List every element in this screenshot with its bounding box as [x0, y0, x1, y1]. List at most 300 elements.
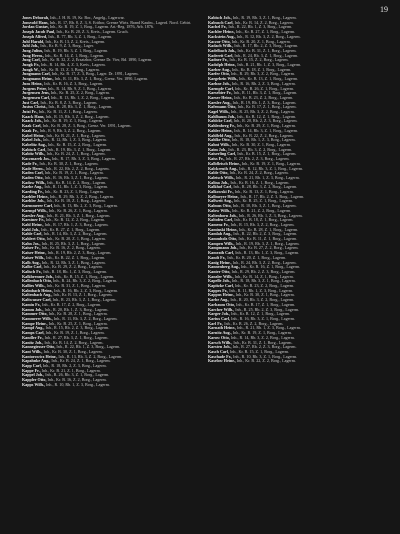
entry-name: Jurgensen Carl,	[22, 94, 50, 100]
entry-name: Kallenbach Otto,	[22, 278, 53, 284]
entry-details: Inh., Kr. B. 13, Z. 1, Borg., Lagerm.	[234, 189, 294, 195]
entry-details: Inh., R. 29, Rb. 3, Z. 2, Borg., Lagerm.	[231, 71, 295, 77]
entry-details: Inh., R. 28, Rb. 3, Z. 2, Borg., Lagerm.	[233, 184, 298, 190]
entry-name: Joseph Alfred,	[22, 33, 48, 39]
entry-details: Inh., R. 16, Rb. 2, Z. 3, Borg., Lagerm.	[54, 287, 119, 293]
entry-details: Inh., R. 21, Rb. 3, Z. 1, Borg., Lagerm.	[46, 212, 111, 218]
entry-details: Inh., R. 12, Rb. 3, Z. 2, Borg., Lagerm.	[236, 33, 301, 39]
entry-details: Inh., R. 11, Rb. 1, Z. 3, Borg., Lagerm.	[229, 287, 294, 293]
entry-details: Inh., Kr. B. 15, Z. 2, Borg., Lagerm.	[47, 141, 108, 147]
entry-details: Inh., R. 16, Rb. 2, Z. 3, Borg., Lagerm.	[231, 80, 296, 86]
entry-details: Inh., Kr. B. 21, Z. 1, Borg., Lagerm.	[41, 367, 101, 373]
entry-name: Jung Herm.,	[22, 52, 44, 58]
entry-name: Kalbfleisch Heinr.,	[208, 160, 241, 166]
entry-details: Inh., R. 13, Rb. 3, Z. 2, Borg., Lagerm.	[58, 353, 123, 359]
entry-name: Kammer Otto,	[22, 311, 48, 317]
entry-details: Inh., R. 19, Rb. 3, Z. 1, Borg., Lagerm.	[235, 240, 300, 246]
entry-name: Kapahnke Aug.,	[22, 358, 51, 364]
entry-name: Kaebe Aug.,	[22, 184, 44, 190]
entry-name: Kaack Hans,	[22, 113, 45, 119]
entry-name: Kagel Wilh.,	[208, 109, 230, 115]
entry-details: Inh., R. 27, Rb. 2, Z. 3, Borg., Lagerm.	[232, 344, 297, 350]
entry-name: Kalkbrenner Joh.,	[22, 273, 55, 279]
entry-details: Inh., Kr. B. 22, Z. 2, Borg., Lagerm.	[236, 358, 296, 364]
entry-details: Inh., R. 25, Rb. 2, Z. 3, Borg., Lagerm.	[235, 306, 300, 312]
entry-name: Kadolph Heinr.,	[208, 62, 237, 68]
entry-name: Kappes Fr.,	[208, 287, 229, 293]
entry-details: Inh., Kr. B. 17, Z. 2, Borg., Lagerm.	[42, 301, 102, 307]
entry-name: Karbaum Otto,	[208, 301, 236, 307]
entry-name: Kalkhof Carl,	[208, 184, 233, 190]
entry-details: Inh., R. 14, Rb. 3, Z. 2, Borg., Lagerm.	[231, 334, 295, 340]
entry-name: Kabelitz Aug.,	[22, 141, 47, 147]
entry-details: Inh., Kr. B. 21, Z. 1, Borg., Lagerm.	[46, 132, 106, 138]
entry-details: Inh., R. 18, Rb. 3, Z. 1, Borg., Lagerm.	[231, 278, 296, 284]
entry-name: Kaemmerer Carl,	[22, 203, 53, 209]
directory-entry	[22, 383, 198, 388]
entry-details: Inh., Kr. B. 26, Z. 1, Borg., Lagerm.	[48, 207, 108, 213]
entry-details: Inh., R. 20, Rb. 1, Z. 3, Borg., Lagerm.	[44, 306, 109, 312]
entry-name: Kade Herm.,	[22, 165, 45, 171]
entry-details: Inh., Kr. B. 16, Z. 2, Borg., Lagerm.	[47, 377, 107, 383]
entry-details: Inh., R. 14, Rb. 4, Z. 3, Kreis., Lagerm.	[40, 62, 106, 68]
entry-name: Kackstein Aug.,	[208, 33, 236, 39]
entry-details: Inh., Kr. B. 20, Z. 1, Borg., Lagerm.	[46, 236, 106, 242]
entry-details: Inh., Kr. B. 13, Z. 2, Kreis., Lagerm.	[45, 38, 106, 44]
entry-name: Kappe Fr.,	[22, 367, 41, 373]
entry-name: Kanig Heinr.,	[208, 259, 232, 265]
entry-name: Karnath Heinr.,	[208, 325, 236, 331]
entry-details: Inh., R. 19, Rb. 3, Z. 1, Borg., Lagerm.	[232, 15, 297, 20]
entry-details: Inh., R. 12, Rb. 3, Z. 1, Borg., Lagerm.	[239, 165, 304, 171]
entry-name: Kabel Joh.,	[22, 137, 42, 143]
entry-details: Inh., R. 20, Rb. 2, Z. 3, Borg., Lagerm.	[233, 118, 298, 124]
entry-details: Inh., R. 17, Rb. 3, Z. 3, Borg., Lagerm.	[51, 156, 116, 162]
entry-details: Inh., R. 17, Rb. 2, Z. 3, Borg., Lagerm.	[234, 43, 299, 49]
entry-name: Kalow Wilh.,	[208, 207, 231, 213]
entry-name: Kalmbach Heinr.,	[22, 287, 54, 293]
entry-details: Inh., R. 21, Rb. 1, Z. 3, Borg., Lagerm.	[237, 62, 302, 68]
entry-details: Inh., Kr. B. 12, Z. 1, Borg., Lagerm.	[237, 113, 297, 119]
entry-name: Jonsvold Hans,	[22, 19, 49, 25]
entry-details: Inh., Kr. B. 19, Z. 1, Borg., Lagerm.	[45, 330, 105, 336]
entry-details: Inh., R. 21, Rb. 1, Z. 3, Borg., Lagerm.	[235, 174, 300, 180]
entry-details: Inh., Kr. B. 18, Z. 1, Borg., Lagerm.	[232, 66, 292, 72]
entry-details: Inh., Kr. B. 29, Z. 1, Borg., Lagerm.	[236, 123, 296, 129]
entry-details: Inh., R. 19, Rb. 2, Z. 3, Borg., Lagerm.	[47, 250, 112, 256]
entry-name: Jutzi Fr.,	[22, 109, 38, 115]
entry-details: Inh., Kr. B. 30, Z. 1, Borg., Lagerm.	[39, 160, 99, 166]
entry-details: Inh., R. 13, Rb. 1, Z. 2, Borg., Lagerm.	[51, 94, 115, 100]
entry-name: Kalckreuth Aug.,	[208, 165, 239, 171]
entry-name: Kaehler Joh.,	[22, 198, 46, 204]
entry-details: Inh., R. 25, Rb. 3, Z. 1, Borg., Lagerm.	[41, 240, 106, 246]
entry-name: Kabel Heinr.,	[22, 132, 46, 138]
entry-details: Inh., R. 29, Rb. 2, Z. 3, Borg., Lagerm.	[231, 268, 296, 274]
entry-details: Inh., R. 13, Rb. 2, Z. 3, Borg., Lagerm.	[54, 203, 118, 209]
entry-details: Inh., Kr. B. 19, Z. 1, Borg., Lagerm.	[241, 160, 301, 166]
entry-name: Kabisch Joh.,	[208, 15, 232, 20]
entry-name: Jungk Fr.,	[22, 62, 40, 68]
entry-name: Kaden Carl,	[22, 170, 44, 176]
entry-details: Inh., R. 18, Rb. 1, Z. 3, Borg., Lagerm.	[231, 137, 296, 143]
entry-details: Inh., Kr. B. 13, Z. 3, Borg., Lagerm.	[40, 66, 100, 72]
entry-name: Kaminski Heinr.,	[208, 226, 238, 232]
entry-details: Inh., Kr. B. 30, Z. 1, Borg., Lagerm.	[235, 292, 295, 298]
entry-details: Inh., R. 17, Rb. 2, Z. 3, Borg., Lagerm.	[240, 193, 305, 199]
entry-details: Inh., R. 23, Rb. 3, Z. 2, Borg., Lagerm.	[228, 146, 293, 152]
entry-name: Kampe Heinr.,	[22, 320, 48, 326]
entry-details: Inh., Kr. B. 29, Z. 2, Borg., Lagerm.	[43, 264, 103, 270]
entry-details: Inh., Kr. B. 11, Z. 1, Borg., Lagerm.	[238, 236, 298, 242]
entry-details: Inh., Kr. B. 17, Z. 3, Borg., Lager. Dr. 1891, Lagerm.	[51, 71, 139, 77]
entry-details: Inh., R. 10, Rb. 1, Z. 3, Borg., Lagerm.	[45, 381, 110, 387]
entry-name: Kallmeyer Heinr.,	[208, 193, 240, 199]
entry-details: Inh., R. 11, Rb. 1, Z. 3, Borg., Lagerm.	[44, 184, 109, 190]
entry-details: Inh., R. 19, Rb. 3, Z. 1, Borg., Lagerm.	[44, 47, 109, 53]
entry-name: Kabusch Carl,	[208, 19, 234, 25]
entry-name: Kapelle Joh.,	[208, 278, 231, 284]
entry-name: Jones Deborah,	[22, 15, 50, 20]
entry-details: Inh., Kr. B. 14, Z. 2, Borg., Lagerm.	[44, 339, 104, 345]
entry-name: Kantorowicz Heinr.,	[22, 353, 58, 359]
entry-details: Inh., R. 15, Rb. 3, Z. 2, Borg., Lagerm.	[230, 221, 295, 227]
entry-name: Kanitz Joh.,	[22, 339, 44, 345]
entry-name: Kahnt Wilh.,	[208, 141, 231, 147]
entry-name: Kapitzke Carl,	[208, 283, 234, 289]
entry-name: Kaegebein Wilh.,	[208, 76, 238, 82]
entry-name: Kahlke Otto,	[208, 137, 231, 143]
entry-details: Inh., J. H. R. 19, Kr. Bor., Angelg., Lagerwar.	[50, 15, 125, 20]
entry-name: Kade Fr.,	[22, 160, 39, 166]
entry-name: Kaak Fr.,	[22, 127, 39, 133]
entry-name: Jung Carl,	[22, 57, 41, 63]
entry-name: Kamps Carl,	[22, 330, 45, 336]
entry-name: Kaczor Otto,	[208, 38, 231, 44]
entry-details: Inh., R. 11, Rb. 3, Z. 1, Borg., Lagerm.	[233, 90, 298, 96]
entry-name: Kalina Joh.,	[208, 179, 230, 185]
entry-details: Inh., Kr. B. 23, Z. 1, Borg., Lagerm.	[44, 189, 105, 195]
entry-details: Inh., Kr. B. 27, Z. 2, Borg., Lagerm.	[239, 245, 299, 251]
entry-details: Inh., R. 13, Rb. 1, Z. 3, Borg., Lagerm.	[235, 250, 300, 256]
entry-name: Jurgensen Jens,	[22, 90, 50, 96]
entry-name: Kappel Joh.,	[22, 372, 45, 378]
entry-name: Kalisch Fr.,	[22, 268, 43, 274]
entry-name: Kachler Heinr.,	[208, 29, 235, 35]
entry-name: Kaden Otto,	[22, 174, 44, 180]
entry-details: Inh., Kr. B. 32, Z. 2, Ersatzbor, Grenze Dr. Vier, Bd. 1890, Lagerm.	[41, 57, 153, 63]
entry-details: Inh., R. 19, Rb. 1, Z. 3, Borg., Lagerm.	[232, 99, 297, 105]
entry-name: Joseph Jacob Paul,	[22, 29, 56, 35]
entry-name: Kadereit Carl,	[208, 52, 234, 58]
entry-details: Inh., R. 9, Rb. 3, Z. 2, Borg., Lagerm.	[39, 127, 102, 133]
entry-name: Kaempfe Carl,	[208, 85, 234, 91]
entry-details: Inh., R. 15, Rb. 3, Z. 2, Borg., Lagerm.	[45, 113, 110, 119]
entry-details: Inh., R. 18, Rb. 1, Z. 3, Borg., Lagerm.	[43, 268, 108, 274]
entry-name: Kalkowski Fr.,	[208, 189, 234, 195]
entry-details: Inh., Kr. B. 15, Z. 1, Borg., Lagerm.	[229, 348, 290, 354]
entry-details: Inh., Kr. B. 19, Z. 1, Borg., Lagerm. Art.-Beg. 1876, Arb. 1876.	[49, 24, 154, 30]
entry-details: Inh., R. 27, Rb. 2, Z. 3, Borg., Lagerm.	[225, 156, 290, 162]
entry-name: Kallies Wilh.,	[22, 283, 46, 289]
entry-details: Inh., Kr. B. 15, Z. 1, Borg., Lagerm.	[55, 273, 115, 279]
entry-name: Kaesler Aug.,	[208, 99, 232, 105]
entry-details: Inh., Kr. B. 13, Z. 1, Borg., Lagerm.	[53, 292, 113, 298]
entry-details: Inh., R. 22, Rb. 1, Z. 3, Borg., Lagerm.	[56, 344, 121, 350]
entry-details: Inh., R. 15, Rb. 2, Z. 3, Borg., Lagerm.	[45, 325, 110, 331]
entry-name: Kamlah Aug.,	[208, 231, 233, 237]
entry-details: Inh., R. 22, Rb. 2, Z. 2, Borg., Lagerm.	[45, 165, 110, 171]
entry-details: Inh., R. 14, Rb. 3, Z. 2, Borg., Lagerm.	[43, 231, 108, 237]
entry-details: Inh., Kr. B. 15, Z. 1, Borg., Lagerm.	[237, 151, 297, 157]
entry-name: Karsten Joh.,	[208, 344, 232, 350]
entry-name: Kaefer Otto,	[208, 71, 230, 77]
entry-details: Inh., Kr. B. 9, Z. 3, Borg., Lager.	[40, 43, 94, 49]
entry-name: Juhl Joh.,	[22, 43, 40, 49]
entry-name: Kamrath Carl,	[208, 250, 235, 256]
entry-name: Kampf Aug.,	[22, 325, 45, 331]
entry-name: Kanter Otto,	[208, 268, 231, 274]
entry-name: Kaiser Fr.,	[22, 245, 41, 251]
entry-details: Inh., Kr. B. 21, Z. 2, Borg., Lagerm.	[231, 207, 292, 213]
entry-details: Inh., Kr. B. 20, Z. 1, Borg., Lagerm.	[227, 254, 287, 260]
entry-details: Inh., Kr. B. 28, Z. 1, Borg., Lagerm.	[48, 311, 108, 317]
entry-name: Kampmann Joh.,	[208, 245, 239, 251]
entry-details: Inh., Kr. B. 19, Z. 1, Borg., Lagerm.	[43, 118, 104, 124]
entry-details: Inh., R. 16, Rb. 3, Z. 1, Borg., Lagerm.	[44, 174, 109, 180]
entry-name: Karl Fr.,	[208, 320, 224, 326]
entry-name: Kaehler Heinr.,	[22, 193, 49, 199]
entry-name: Juns Heinr.,	[22, 80, 44, 86]
entry-details: Inh., Kr. B. 25, Z. 1, Borg., Lagerm.	[233, 198, 294, 204]
directory-entry	[208, 359, 384, 364]
entry-name: Kaltenborn Joh.,	[208, 212, 238, 218]
entry-details: Inh., Kr. B. 18, Z. 1, Borg., Lagerm.	[46, 198, 106, 204]
entry-details: Inh., Kr. B. 16, Z. 2, Borg., Lagerm.	[41, 245, 101, 251]
entry-details: Inh., Kr. B. 28, Z. 1, Borg., Lagerm.	[239, 226, 299, 232]
entry-details: Inh., R. 17, Rb. 8, Z. 3, S. Eritbor, Grenze Wirts. Brand Kaufm., Lagerd. Nord. Gebirt.	[49, 19, 192, 25]
entry-name: Kabisch Carl,	[22, 146, 47, 152]
entry-name: Kappler Otto,	[22, 377, 47, 383]
entry-name: Kammholz Otto,	[208, 236, 238, 242]
entry-details: Inh., Kr. B. 17, Z. 1, Borg., Lagerm.	[236, 301, 296, 307]
entry-details: Inh., Kr. B. 8, Z. 3, Borg., Lagerm.	[40, 99, 98, 105]
entry-details: Inh., Kr. B. 28, Z. 3, Borg., Grenz. Ver. 1891, Lagerm.	[42, 123, 132, 129]
entry-details: Inh., Kr. B. 25, Z. 1, Borg., Lagerm.	[48, 320, 108, 326]
entry-name: Kandler Fr.,	[22, 334, 44, 340]
entry-name: Kaack Joh.,	[22, 118, 43, 124]
entry-details: Inh., Kr. B. 31, Z. 1, Borg., Lagerm.	[237, 47, 297, 53]
entry-name: Kant Wilh.,	[22, 348, 43, 354]
entry-details: Inh., R. 18, Rb. 2, Z. 3, Borg., Lagerm.	[42, 363, 107, 369]
entry-details: Inh., Kr. B. 16, Z. 1, Borg., Lagerm.	[241, 264, 301, 270]
entry-name: Kaeser Heinr.,	[208, 94, 234, 100]
entry-name: Kannenberg Aug.,	[208, 264, 240, 270]
entry-name: Kappus Heinr.,	[208, 292, 235, 298]
entry-name: Kaeding Fr.,	[22, 189, 44, 195]
entry-details: Inh., R. 11, Rb. 3, Z. 1, Borg., Grenz. Ver. 1890, Lagerm.	[54, 76, 149, 82]
entry-details: Inh., Kr. B. 26, Z. 2, Borg., Lagerm.	[224, 320, 284, 326]
entry-name: Kapps Wilh.,	[22, 381, 45, 387]
entry-details: Inh., Kr. B. 24, Z. 1, Borg., Lagerm.	[51, 358, 111, 364]
entry-name: Kalbe Carl,	[22, 264, 43, 270]
entry-name: Kaesler Aug.,	[22, 212, 46, 218]
entry-details: Inh., Kr. B. 14, Z. 1, Borg., Lagerm.	[234, 273, 294, 279]
entry-name: Kahlfeld Aug.,	[208, 132, 234, 138]
entry-name: Kamm Joh.,	[22, 306, 44, 312]
entry-name: Kanzler Wilh.,	[208, 273, 234, 279]
entry-name: Kadach Wilh.,	[208, 43, 234, 49]
entry-name: Kapp Carl,	[22, 363, 42, 369]
entry-details: Inh., R. 14, Rb. 9, Z. 1, Borg., Lagerm.	[47, 85, 112, 91]
entry-name: Just Carl,	[22, 99, 40, 105]
entry-details: Inh., R. 28, Rb. 3, Z. 1, Borg., Lagerm.	[48, 104, 113, 110]
entry-name: Kaletsch Wilh.,	[208, 174, 235, 180]
entry-name: Kahl Joh.,	[22, 226, 41, 232]
entry-details: Inh., Kr. B. 20, Z. 1, Borg., Lagerm.	[231, 38, 291, 44]
entry-name: Kaempf Wilh.,	[22, 207, 48, 213]
entry-name: Jurgens Peter,	[22, 85, 47, 91]
entry-details: Inh., Kr. B. 23, Z. 2, Borg., Lagerm.	[234, 94, 294, 100]
entry-name: Kahl Heinr.,	[22, 221, 44, 227]
entry-details: Inh., Kr. B. 24, Z. 2, Borg., Lagerm.	[229, 170, 289, 176]
entry-details: Inh., Kr. B. 27, Z. 1, Borg., Lagerm.	[235, 29, 296, 35]
entry-details: Inh., R. 24, Rb. 3, Z. 1, Borg., Lagerm.	[234, 52, 299, 58]
entry-name: Kaiser Heinr.,	[22, 250, 47, 256]
entry-details: Inh., R. 22, Rb. 1, Z. 3, Borg., Lagerm.	[228, 24, 293, 30]
entry-name: Kamenz Fr.,	[208, 221, 230, 227]
entry-name: Karger Joh.,	[208, 311, 231, 317]
left-column	[22, 16, 198, 388]
entry-name: Kaeber Aug.,	[208, 66, 232, 72]
entry-name: Kaiss Fr.,	[208, 156, 225, 162]
entry-name: Kahlbaum Joh.,	[208, 113, 237, 119]
entry-name: Kannegiesser Otto,	[22, 344, 56, 350]
entry-name: Kadelbach Joh.,	[208, 47, 237, 53]
entry-details: Inh., Kr. B. 18, Z. 1, Borg., Lagerm.	[234, 217, 294, 223]
entry-details: Inh., Kr. B. 22, Z. 2, Borg., Lagerm.	[234, 132, 294, 138]
entry-details: Inh., Kr. B. 16, Z. 1, Borg., Lagerm.	[230, 179, 290, 185]
entry-name: Karius Carl,	[208, 316, 231, 321]
entry-details: Inh., Kr. B. 12, Z. 1, Borg., Lagerm.	[231, 311, 291, 317]
entry-details: Inh., Kr. B. 26, Z. 1, Borg., Lagerm.	[234, 85, 295, 91]
entry-details: Inh., Kr. B. 30, Z. 1, Borg., Lagerm.	[231, 141, 291, 147]
entry-name: Kahle Carl,	[22, 231, 43, 237]
entry-details: Inh., R. 17, Rb. 1, Z. 3, Borg., Lagerm.	[44, 221, 109, 227]
entry-details: Inh., R. 12, Rb. 3, Z. 1, Borg., Lagerm.	[41, 259, 106, 265]
entry-name: Kachel Fr.,	[208, 24, 228, 30]
entry-details: Inh., Kr. B. 14, Z. 2, Borg., Lagerm.	[234, 19, 294, 25]
entry-details: Inh., R. 14, Rb. 3, Z. 1, Borg., Lagerm.	[234, 127, 299, 133]
entry-details: Inh., Kr. B. 16, Z. 3, Borg., Lagerm.	[44, 80, 104, 86]
entry-details: Inh., R. 21, Rb. 1, Z. 3, Borg., Lagerm.	[236, 325, 301, 331]
entry-name: Karbe Aug.,	[208, 297, 230, 303]
entry-name: Karsch Wilh.,	[208, 339, 233, 345]
entry-name: Kabitz Wilh.,	[22, 151, 46, 157]
entry-name: Kaak Carl,	[22, 123, 42, 129]
entry-name: Kahlcke Carl,	[208, 118, 233, 124]
entry-details: Inh., R. 12, Rb. 1, Z. 3, Borg., Lagerm.	[42, 137, 107, 143]
entry-details: Inh., R. 26, Rb. 3, Z. 1, Borg., Lagerm.	[45, 372, 110, 378]
entry-details: Inh., Kr. B. 19, Z. 1, Borg., Lagerm.	[232, 330, 292, 336]
entry-name: Kadner Fr.,	[208, 57, 229, 63]
entry-name: Kalb Aug.,	[22, 259, 41, 265]
entry-name: Kaschade Fr.,	[208, 353, 233, 359]
entry-details: Inh., Kr. B. 31, Z. 1, Borg., Lagerm.	[233, 339, 293, 345]
entry-name: Kahlenberg Fr.,	[208, 123, 236, 129]
entry-name: Kafemann Otto,	[208, 104, 237, 110]
entry-details: Inh., Kr. B. 22, Z. 1, Borg., Lagerm.	[46, 254, 106, 260]
entry-name: Kadow Wilh.,	[22, 179, 47, 185]
entry-details: Inh., Kr. B. 15, Z. 2, Borg., Lagerm.	[229, 57, 289, 63]
entry-details: Inh., Kr. B. 25, Z. 2, Borg., Lagerm.	[50, 90, 110, 96]
entry-name: Kasch Carl,	[208, 348, 229, 354]
entry-name: Kaehne Joh.,	[208, 80, 231, 86]
entry-details: Inh., R. 11, Rb. 3, Z. 2, Borg., Lagerm.	[53, 316, 118, 321]
entry-name: Kaiser Wilh.,	[22, 254, 46, 260]
entry-details: Inh., R. 25, Rb. 3, Z. 2, Borg., Lagerm.	[230, 109, 295, 115]
entry-name: Kaltofen Carl,	[208, 217, 234, 223]
entry-name: Jung Julius,	[22, 47, 44, 53]
entry-details: Inh., Kr. B. 13, Z. 1, Borg., Lagerm.	[239, 76, 299, 82]
entry-name: Kamin Fr.,	[22, 301, 42, 307]
entry-details: Inh., Kr. B. 14, Z. 1, Borg., Lagerm.	[44, 52, 105, 58]
entry-name: Kaestner Fr.,	[22, 217, 45, 223]
entry-name: Kaesebier Fr.,	[208, 90, 233, 96]
entry-name: Jungmann Carl,	[22, 71, 51, 77]
entry-details: Inh., R. 27, Rb. 3, Z. 1, Borg., Lagerm.	[44, 334, 109, 340]
entry-name: Kahler Heinr.,	[208, 127, 234, 133]
entry-name: Kaiserling Carl,	[208, 151, 237, 157]
entry-details: Inh., Kr. B. 20, Z. 3, Kreis., Lagerm. Gruch.	[56, 29, 129, 35]
entry-name: Juhl Harald,	[22, 38, 45, 44]
entry-name: Karnitz Aug.,	[208, 330, 232, 336]
entry-details: Inh., Kr. B. 23, Z. 2, Borg., Lagerm.	[234, 283, 295, 289]
entry-details: Inh., R. 19, Rb. 3, Z. 1, Borg., Lagerm.	[47, 146, 112, 152]
entry-details: Inh., Kr. B. 30, Z. 1, Borg., Lagerm.	[43, 348, 103, 354]
entry-name: Jordan Gustav,	[22, 24, 49, 30]
entry-details: Inh., Kr. B. 19, Z. 1, Borg., Lagerm.	[44, 170, 104, 176]
entry-name: Kaim Joh.,	[208, 146, 228, 152]
entry-details: Inh., Kr. B. 14, Z. 2, Borg., Lagerm.	[47, 179, 107, 185]
entry-details: Inh., Kr. B. 27, Z. 1, Borg., Lagerm.	[41, 226, 101, 232]
entry-details: Inh., Kr. B. 12, Z. 2, Borg., Lagerm.	[45, 217, 106, 223]
entry-details: Inh., R. 24, Rb. 3, Z. 2, Borg., Lagerm.	[232, 259, 297, 265]
entry-details: Inh., R. 29, Rb. 3, Z. 2, Borg., Lagerm.	[49, 193, 114, 199]
entry-name: Kaselow Heinr.,	[208, 358, 236, 364]
entry-name: Kampen Wilh.,	[208, 240, 235, 246]
entry-details: Inh., Kr. B. 24, Z. 1, Borg., Lagerm.	[46, 151, 106, 157]
entry-name: Kahlert Otto,	[22, 236, 46, 242]
entry-details: Inh., Kr. B. 31, Z. 1, Borg., Lagerm.	[46, 283, 106, 289]
entry-name: Karow Otto,	[208, 334, 230, 340]
entry-details: Inh., R. 24, Rb. 3, Z. 2, Borg., Lagerm.	[53, 278, 118, 284]
entry-details: Inh., R. 10, Rb. 3, Z. 1, Borg., Lagerm.	[233, 353, 298, 359]
entry-name: Kaczmarek Jos.,	[22, 156, 51, 162]
entry-name: Karcher Wilh.,	[208, 306, 235, 312]
entry-details: Inh., Kr. B. 17, Z. 1, Borg., Lagerm.	[237, 104, 297, 110]
entry-name: Kalde Otto,	[208, 170, 229, 176]
entry-name: Kallweit Aug.,	[208, 198, 233, 204]
entry-details: Inh., R. 20, Rb. 3, Z. 2, Borg., Lagerm.	[230, 297, 295, 303]
entry-details: Inh., R. 16, Rb. 3, Z. 1, Borg., Lagerm.	[231, 316, 296, 321]
entry-name: Kalmus Otto,	[208, 203, 232, 209]
entry-details: Inh., R. 26, Rb. 1, Z. 3, Borg., Lagerm.	[238, 212, 303, 218]
entry-details: Inh., R. 10, Rb. 3, Z. 1, Borg., Lagerm.	[232, 203, 297, 209]
entry-name: Kandt Fr.,	[208, 254, 227, 260]
right-column	[208, 16, 384, 364]
entry-details: Inh., R. 23, Rb. 3, Z. 1, Borg., Lagerm.	[52, 297, 117, 303]
